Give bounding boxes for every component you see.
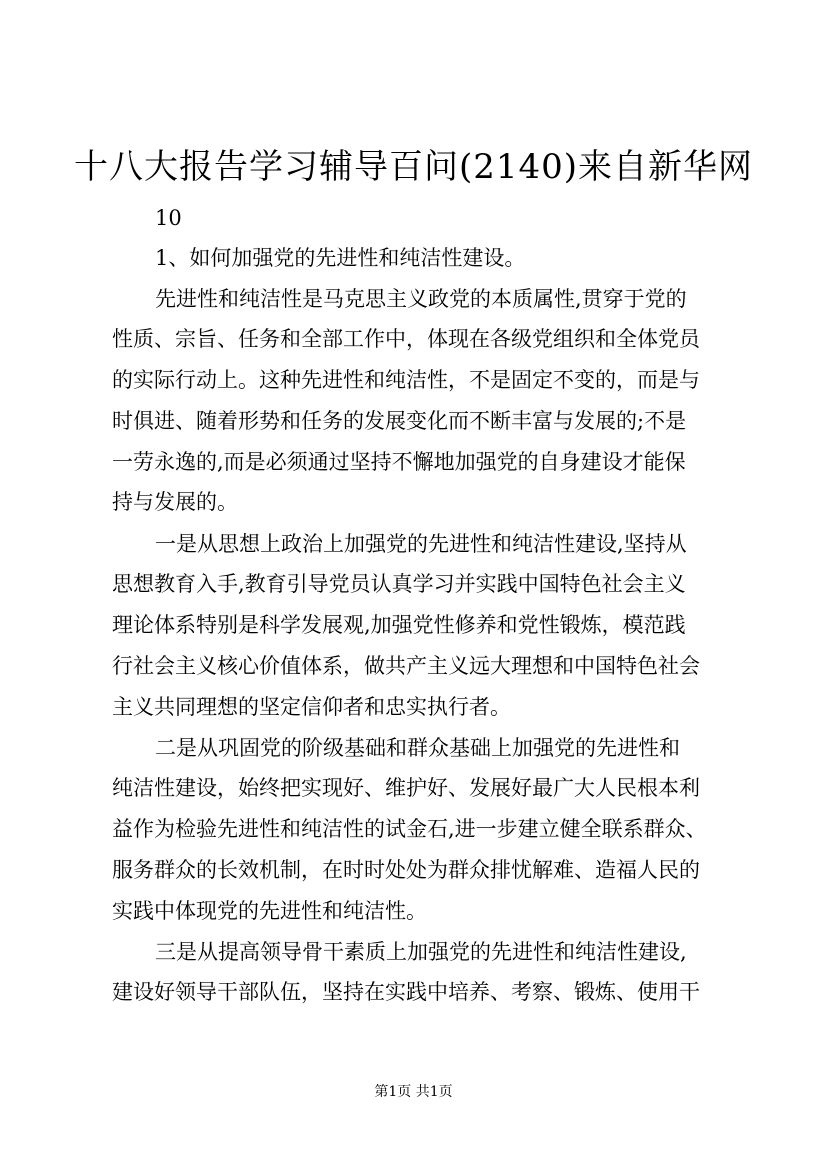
paragraph-line: 的实际行动上。这种先进性和纯洁性，不是固定不变的，而是与 xyxy=(112,368,700,392)
section-number: 10 xyxy=(155,206,182,230)
paragraph-line: 理论体系特别是科学发展观,加强党性修养和党性锻炼，模范践 xyxy=(112,613,686,637)
paragraph-line: 先进性和纯洁性是马克思主义政党的本质属性,贯穿于党的 xyxy=(155,287,687,311)
paragraph-line: 三是从提高领导骨干素质上加强党的先进性和纯洁性建设, xyxy=(155,940,687,964)
paragraph-line: 一是从思想上政治上加强党的先进性和纯洁性建设,坚持从 xyxy=(155,532,687,556)
paragraph-line: 服务群众的长效机制，在时时处处为群众排忧解难、造福人民的 xyxy=(112,858,700,882)
paragraph-line: 益作为检验先进性和纯洁性的试金石,进一步建立健全联系群众、 xyxy=(112,817,707,841)
paragraph-line: 二是从巩固党的阶级基础和群众基础上加强党的先进性和 xyxy=(155,736,680,760)
paragraph-line: 性质、宗旨、任务和全部工作中，体现在各级党组织和全体党员 xyxy=(112,327,700,351)
paragraph-line: 一劳永逸的,而是必须通过坚持不懈地加强党的自身建设才能保 xyxy=(112,450,686,474)
paragraph-line: 时俱进、随着形势和任务的发展变化而不断丰富与发展的;不是 xyxy=(112,409,687,433)
paragraph-line: 行社会主义核心价值体系，做共产主义远大理想和中国特色社会 xyxy=(112,654,700,678)
paragraph-line: 纯洁性建设，始终把实现好、维护好、发展好最广大人民根本利 xyxy=(112,776,700,800)
document-title: 十八大报告学习辅导百问(2140)来自新华网 xyxy=(73,147,754,187)
paragraph-line: 主义共同理想的坚定信仰者和忠实执行者。 xyxy=(112,695,511,719)
paragraph-line: 建设好领导干部队伍，坚持在实践中培养、考察、锻炼、使用干 xyxy=(112,980,700,1004)
question-heading: 1、如何加强党的先进性和纯洁性建设。 xyxy=(155,246,526,270)
paragraph-line: 持与发展的。 xyxy=(112,490,238,514)
paragraph-line: 实践中体现党的先进性和纯洁性。 xyxy=(112,899,427,923)
page-footer: 第1页 共1页 xyxy=(374,1084,453,1100)
paragraph-line: 思想教育入手,教育引导党员认真学习并实践中国特色社会主义 xyxy=(112,572,686,596)
